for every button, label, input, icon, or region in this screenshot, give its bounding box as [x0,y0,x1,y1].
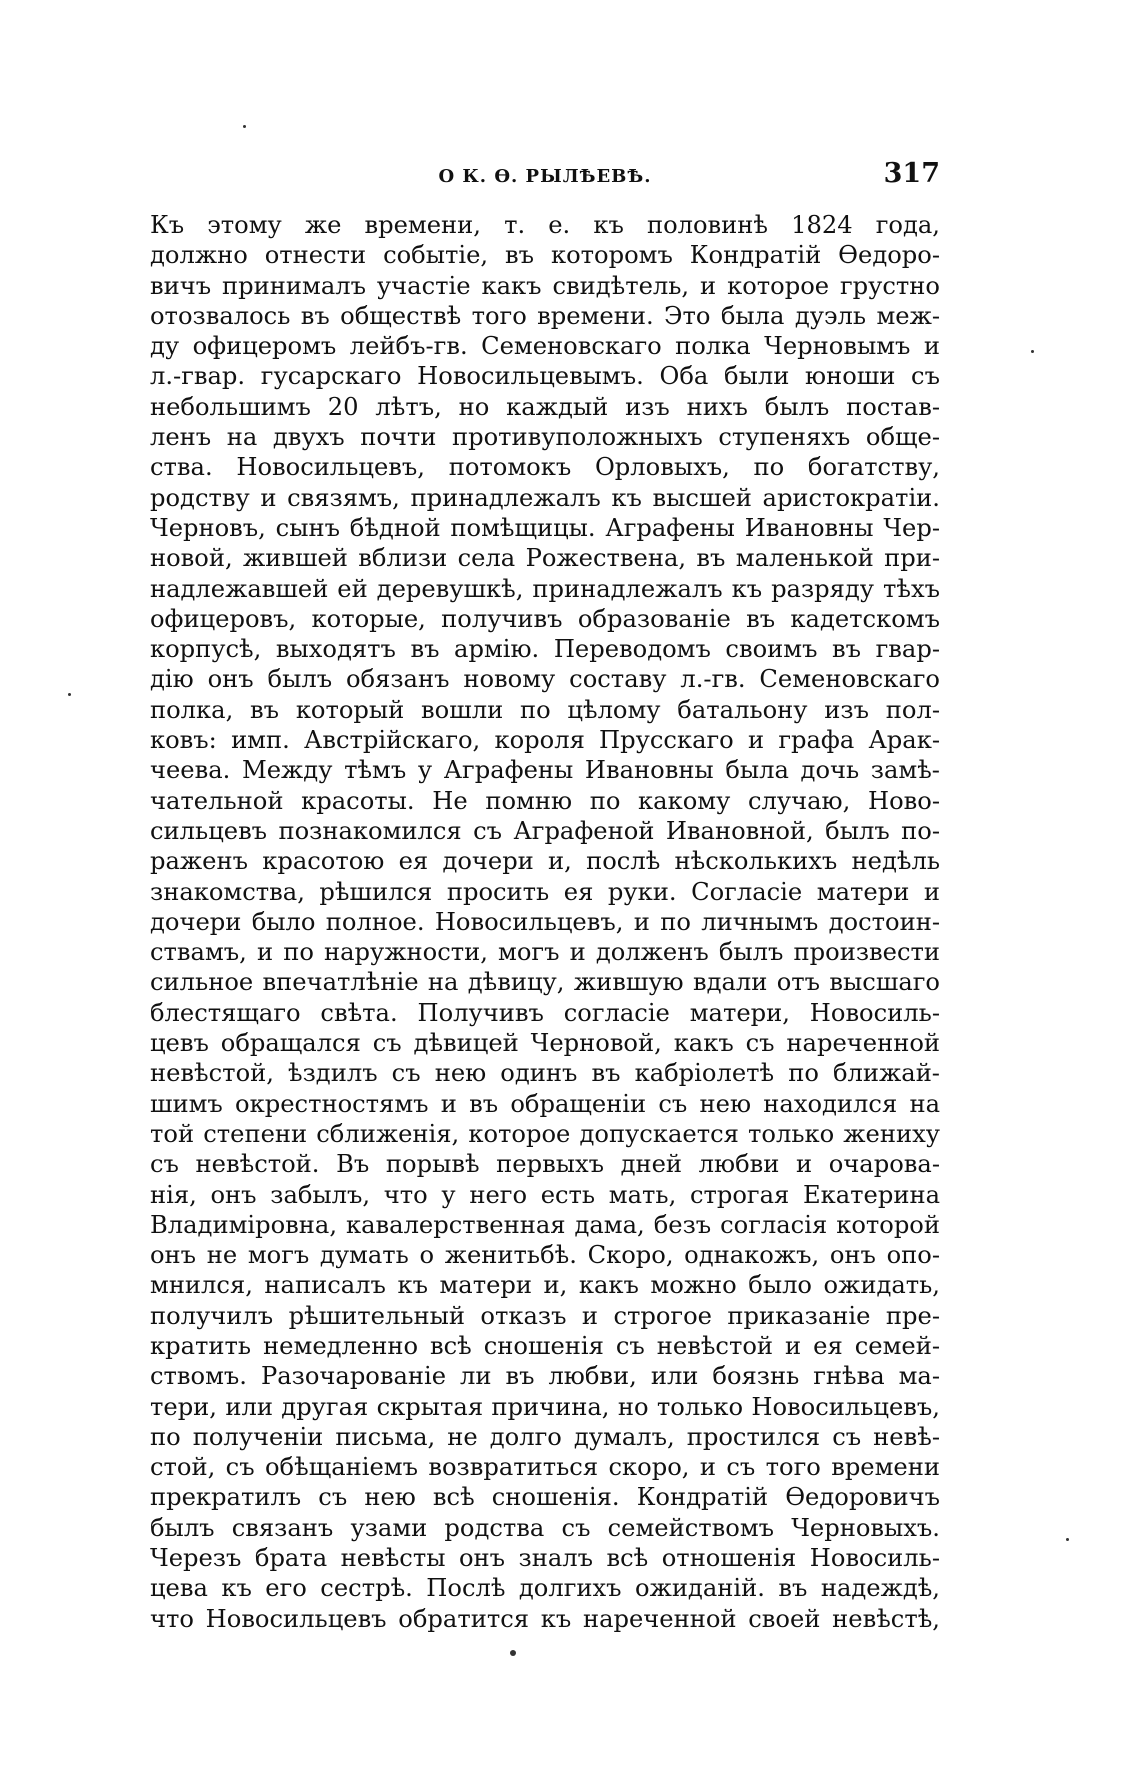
scan-speck [243,125,246,128]
text-line: вичъ принималъ участіе какъ свидѣтель, и которое грустно [150,271,940,300]
body-text [150,210,940,1634]
text-line: Владиміровна, кавалерственная дама, безъ согласія которой [150,1210,940,1239]
text-line: полка, въ который вошли по цѣлому батальону изъ пол- [150,695,940,724]
page-number: 317 [883,158,940,189]
text-line: прекратилъ съ нею всѣ сношенія. Кондратій Ѳедоровичъ [150,1483,940,1512]
scan-speck [1066,1538,1069,1541]
text-line: Черезъ брата невѣсты онъ зналъ всѣ отношенія Новосиль- [150,1544,940,1573]
text-line: цевъ обращался съ дѣвицей Черновой, какъ съ нареченной [150,1029,940,1058]
text-line: сильное впечатлѣніе на дѣвицу, жившую вдали отъ высшаго [150,968,940,997]
page-header [150,158,940,198]
text-line: кратить немедленно всѣ сношенія съ невѣстой и ея семей- [150,1331,940,1360]
text-line: ду офицеромъ лейбъ-гв. Семеновскаго полка Черновымъ и [150,332,940,361]
text-line: мнился, написалъ къ матери и, какъ можно было ожидать, [150,1271,940,1300]
scan-speck [510,1650,516,1656]
text-line: знакомства, рѣшился просить ея руки. Согласіе матери и [150,877,940,906]
text-line: съ невѣстой. Въ порывѣ первыхъ дней любви и очарова- [150,1150,940,1179]
text-line: ковъ: имп. Австрійскаго, короля Прусскаго и графа Арак- [150,726,940,755]
text-line: ствамъ, и по наружности, могъ и долженъ былъ произвести [150,938,940,967]
text-line: небольшимъ 20 лѣтъ, но каждый изъ нихъ былъ постав- [150,392,940,421]
text-line: цева къ его сестрѣ. Послѣ долгихъ ожиданій. въ надеждѣ, [150,1574,940,1603]
text-line: онъ не могъ думать о женитьбѣ. Скоро, однакожъ, онъ опо- [150,1241,940,1270]
text-line: новой, жившей вблизи села Рожествена, въ маленькой при- [150,544,940,573]
text-line: былъ связанъ узами родства съ семействомъ Черновыхъ. [150,1513,940,1542]
text-line: по полученіи письма, не долго думалъ, простился съ невѣ- [150,1422,940,1451]
text-line: что Новосильцевъ обратится къ нареченной своей невѣстѣ, [150,1604,940,1633]
text-line: тери, или другая скрытая причина, но только Новосильцевъ, [150,1392,940,1421]
text-line: нія, онъ забылъ, что у него есть мать, строгая Екатерина [150,1180,940,1209]
text-line: получилъ рѣшительный отказъ и строгое приказаніе пре- [150,1301,940,1330]
text-line: невѣстой, ѣздилъ съ нею одинъ въ кабріолетѣ по ближай- [150,1059,940,1088]
text-line: раженъ красотою ея дочери и, послѣ нѣсколькихъ недѣль [150,847,940,876]
book-page [150,158,940,1634]
text-line: шимъ окрестностямъ и въ обращеніи съ нею находился на [150,1089,940,1118]
text-line: Къ этому же времени, т. е. къ половинѣ 1824 года, [150,211,940,239]
text-line: корпусѣ, выходятъ въ армію. Переводомъ своимъ въ гвар- [150,635,940,664]
text-line: ленъ на двухъ почти противуположныхъ ступеняхъ обще- [150,423,940,452]
text-line: родству и связямъ, принадлежалъ къ высшей аристократіи. [150,483,940,512]
text-line: дію онъ былъ обязанъ новому составу л.-гв. Семеновскаго [150,665,940,694]
text-line: той степени сближенія, которое допускается только жениху [150,1119,940,1148]
text-line: чательной красоты. Не помню по какому случаю, Ново- [150,786,940,815]
scan-speck [68,693,71,696]
text-line: Черновъ, сынъ бѣдной помѣщицы. Аграфены Ивановны Чер- [150,513,940,542]
text-line: отозвалось въ обществѣ того времени. Это была дуэль меж- [150,301,940,330]
text-line: чеева. Между тѣмъ у Аграфены Ивановны была дочь замѣ- [150,756,940,785]
text-line: дочери было полное. Новосильцевъ, и по личнымъ достоин- [150,907,940,936]
text-line: ствомъ. Разочарованіе ли въ любви, или боязнь гнѣва ма- [150,1362,940,1391]
text-line: блестящаго свѣта. Получивъ согласіе матери, Новосиль- [150,998,940,1027]
text-line: сильцевъ познакомился съ Аграфеной Ивановной, былъ по- [150,816,940,845]
text-line: стой, съ обѣщаніемъ возвратиться скоро, и съ того времени [150,1453,940,1482]
scan-speck [1031,350,1034,353]
text-line: должно отнести событіе, въ которомъ Кондратій Ѳедоро- [150,241,940,270]
text-line: офицеровъ, которые, получивъ образованіе въ кадетскомъ [150,604,940,633]
text-line: надлежавшей ей деревушкѣ, принадлежалъ къ разряду тѣхъ [150,574,940,603]
text-line: л.-гвар. гусарскаго Новосильцевымъ. Оба были юноши съ [150,362,940,391]
text-line: ства. Новосильцевъ, потомокъ Орловыхъ, по богатству, [150,453,940,482]
running-head: О К. Ѳ. РЫЛѢЕВѢ. [438,166,652,187]
